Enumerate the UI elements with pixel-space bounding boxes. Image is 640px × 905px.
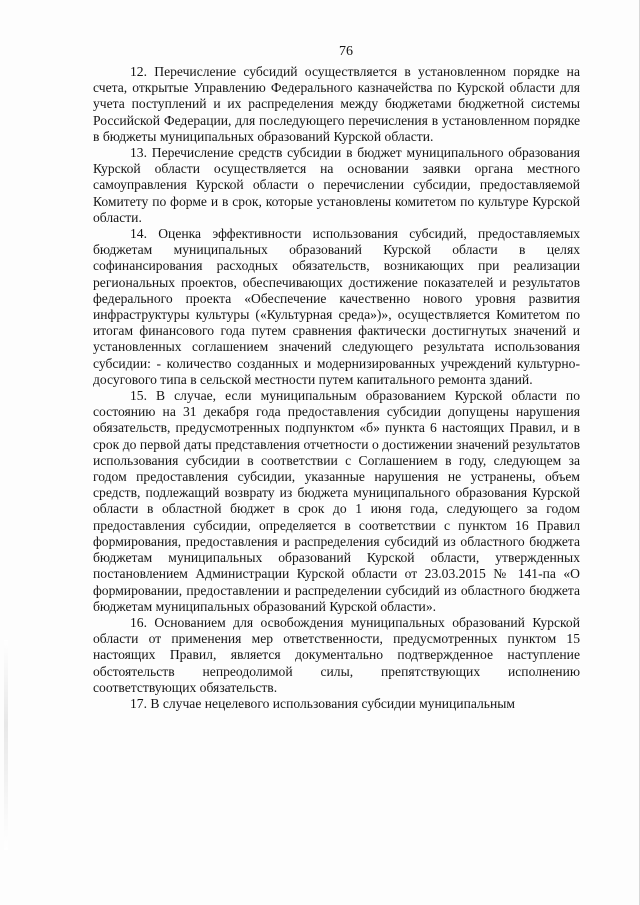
document-body <box>93 64 580 712</box>
page-number: 76 <box>339 44 353 59</box>
paragraph-13: 13. Перечисление средств субсидии в бюджет муниципального образования Курской области осуществляется на основании заявки органа местного самоуправления Курской области о перечислении субсидии, предоставляемой Комитету по форме и в срок, которые установлены комитетом по культуре Курской области. <box>93 145 580 225</box>
scan-edge-shadow <box>4 640 8 850</box>
paragraph-17: 17. В случае нецелевого использования субсидии муниципальным <box>130 695 515 711</box>
paragraph-16: 16. Основанием для освобождения муниципальных образований Курской области от применения мер ответственности, предусмотренных пунктом 15 настоящих Правил, является документально подтвержденное наступление обстоятельств непреодолимой силы, препятствующих исполнению соответствующих обязательств. <box>93 614 580 695</box>
paragraph-12: 12. Перечисление субсидий осуществляется в установленном порядке на счета, открытые Управлению Федерального казначейства по Курской области для учета поступлений и их распределения между бюджетами бюджетной системы Российской Федерации, для последующего перечисления в установленном порядке в бюджеты муниципальных образований Курской области. <box>93 64 580 144</box>
paragraph-15: 15. В случае, если муниципальным образованием Курской области по состоянию на 31 декабря года предоставления субсидии допущены нарушения обязательств, предусмотренных подпунктом «б» пункта 6 настоящих Правил, и в срок до первой даты представления отчетности о достижении значений результатов использования субсидии в соответствии с Соглашением в году, следующем за годом предоставления субсидии, указанные нарушения не устранены, объем средств, подлежащий возврату из бюджета муниципального образования Курской области в областной бюджет в срок до 1 июня года, следующего за годом предоставления субсидии, определяется в соответствии с пунктом 16 Правил формирования, предоставления и распределения субсидий из областного бюджета бюджетам муниципальных образований Курской области, утвержденных постановлением Администрации Курской области от 23.03.2015 № 141-па «О формировании, предоставлении и распределении субсидий из областного бюджета бюджетам муниципальных образований Курской области». <box>93 388 580 614</box>
paragraph-14: 14. Оценка эффективности использования субсидий, предоставляемых бюджетам муниципальных образований Курской области в целях софинансирования расходных обязательств, возникающих при реализации региональных проектов, обеспечивающих достижение показателей и результатов федерального проекта «Обеспечение качественно нового уровня развития инфраструктуры культуры («Культурная среда»)», осуществляется Комитетом по итогам финансового года путем сравнения фактически достигнутых значений и установленных соглашением значений следующего результата использования субсидии: - количество созданных и модернизированных учреждений культурно-досугового типа в сельской местности путем капитального ремонта зданий. <box>93 226 580 387</box>
